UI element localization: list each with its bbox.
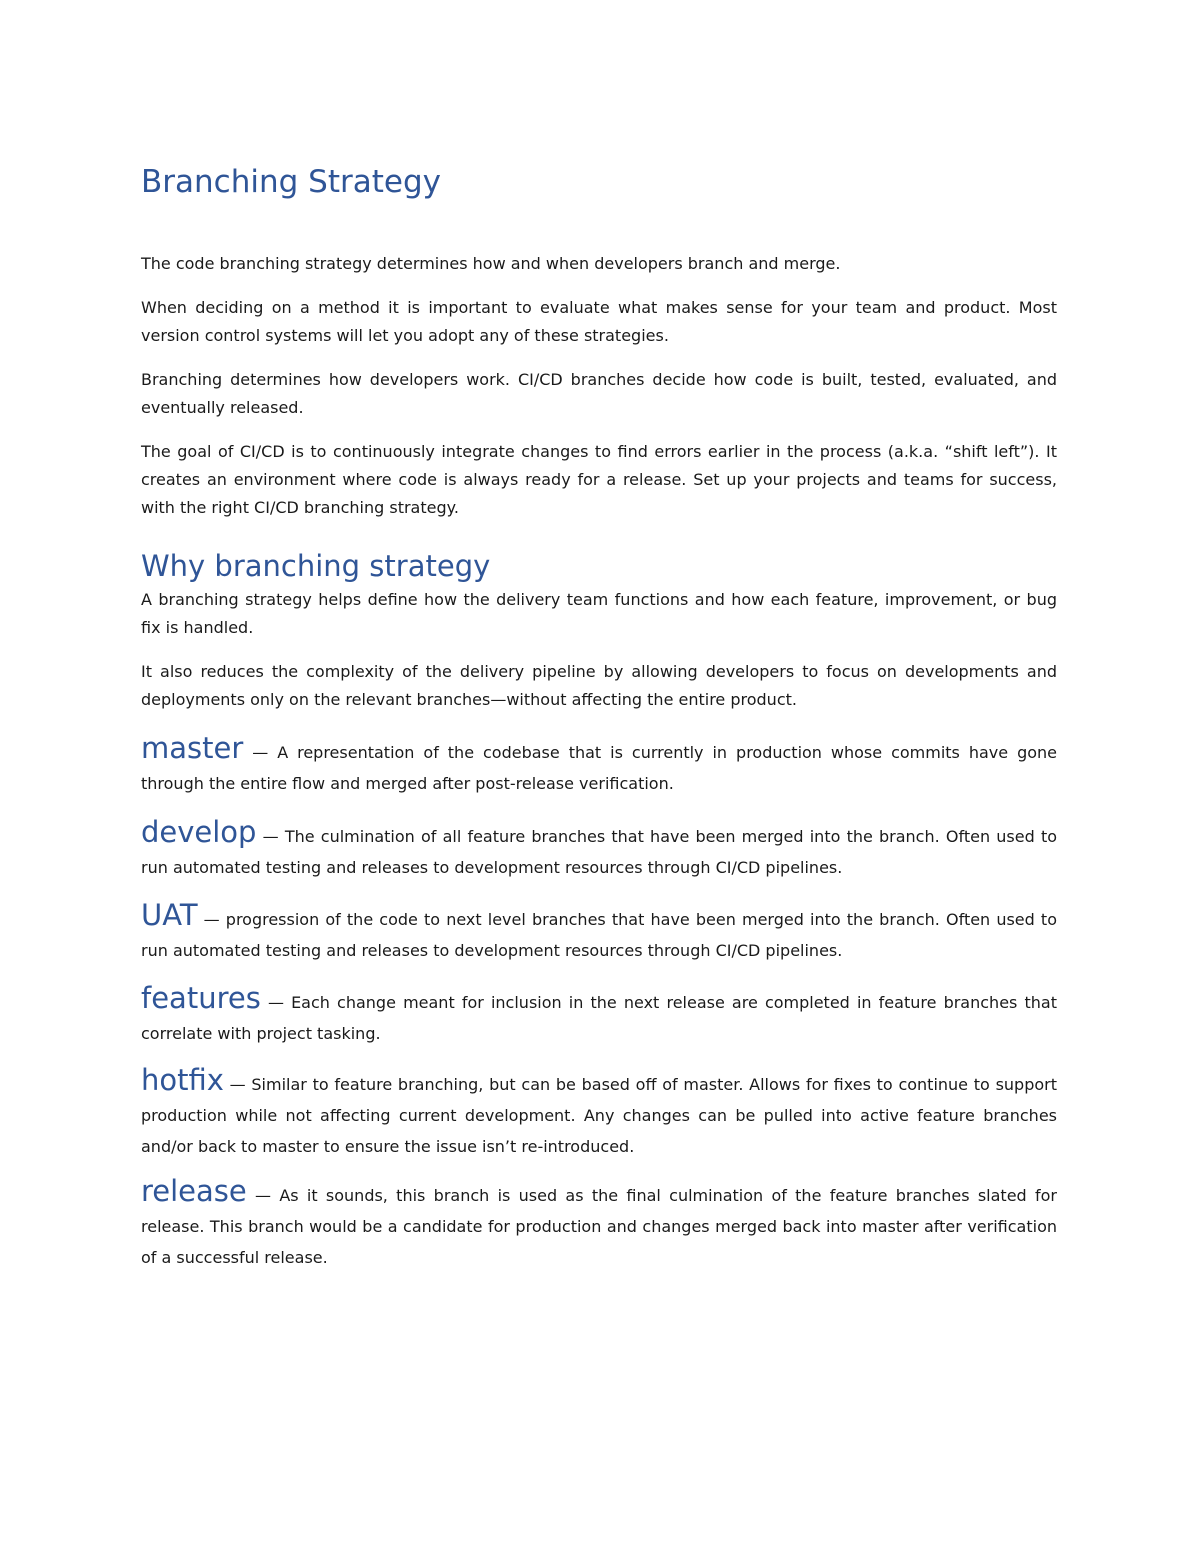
branch-item-develop — [141, 817, 1057, 883]
branch-term: UAT — [141, 898, 198, 932]
branch-item-master — [141, 733, 1057, 799]
branch-term: hotfix — [141, 1063, 224, 1097]
branch-description: — Similar to feature branching, but can be based off of master. Allows for fixes to continue to support production while not affecting current development. Any changes can be pulled into active feature branches and/or back to master to ensure the issue isn’t re-introduced. — [141, 1075, 1057, 1156]
branch-description: — The culmination of all feature branches that have been merged into the branch. Often used to run automated testing and releases to development resources through CI/CD pipelines. — [141, 827, 1057, 877]
document-title: Branching Strategy — [141, 164, 441, 200]
intro-paragraph: The goal of CI/CD is to continuously integrate changes to find errors earlier in the process (a.k.a. “shift left”). It creates an environment where code is always ready for a release. Set up your projects and teams for success, with the right CI/CD branching strategy. — [141, 442, 1057, 517]
intro-paragraph: Branching determines how developers work. CI/CD branches decide how code is built, tested, evaluated, and eventually released. — [141, 370, 1057, 417]
intro-section — [141, 250, 1057, 538]
branch-term: master — [141, 731, 244, 765]
branch-description: — A representation of the codebase that is currently in production whose commits have gone through the entire flow and merged after post-release verification. — [141, 743, 1057, 793]
branch-item-hotfix — [141, 1065, 1057, 1162]
why-section — [141, 546, 1057, 730]
why-heading: Why branching strategy — [141, 549, 491, 583]
intro-paragraph: When deciding on a method it is important to evaluate what makes sense for your team and product. Most version control systems will let you adopt any of these strategies. — [141, 298, 1057, 345]
why-paragraph: A branching strategy helps define how the delivery team functions and how each feature, improvement, or bug fix is handled. — [141, 590, 1057, 637]
branch-description: — As it sounds, this branch is used as the final culmination of the feature branches slated for release. This branch would be a candidate for production and changes merged back into master after verification of a successful release. — [141, 1186, 1057, 1267]
branch-item-features — [141, 983, 1057, 1049]
why-paragraph: It also reduces the complexity of the delivery pipeline by allowing developers to focus on developments and deployments only on the relevant branches—without affecting the entire product. — [141, 662, 1057, 709]
branch-item-release — [141, 1176, 1057, 1273]
intro-paragraph: The code branching strategy determines how and when developers branch and merge. — [141, 254, 841, 273]
branch-description: — Each change meant for inclusion in the next release are completed in feature branches that correlate with project tasking. — [141, 993, 1057, 1043]
branch-item-uat — [141, 900, 1057, 966]
branch-term: develop — [141, 815, 257, 849]
branch-term: features — [141, 981, 261, 1015]
branch-term: release — [141, 1174, 247, 1208]
branch-description: — progression of the code to next level branches that have been merged into the branch. Often used to run automated testing and releases to development resources through CI/CD pipelines. — [141, 910, 1057, 960]
